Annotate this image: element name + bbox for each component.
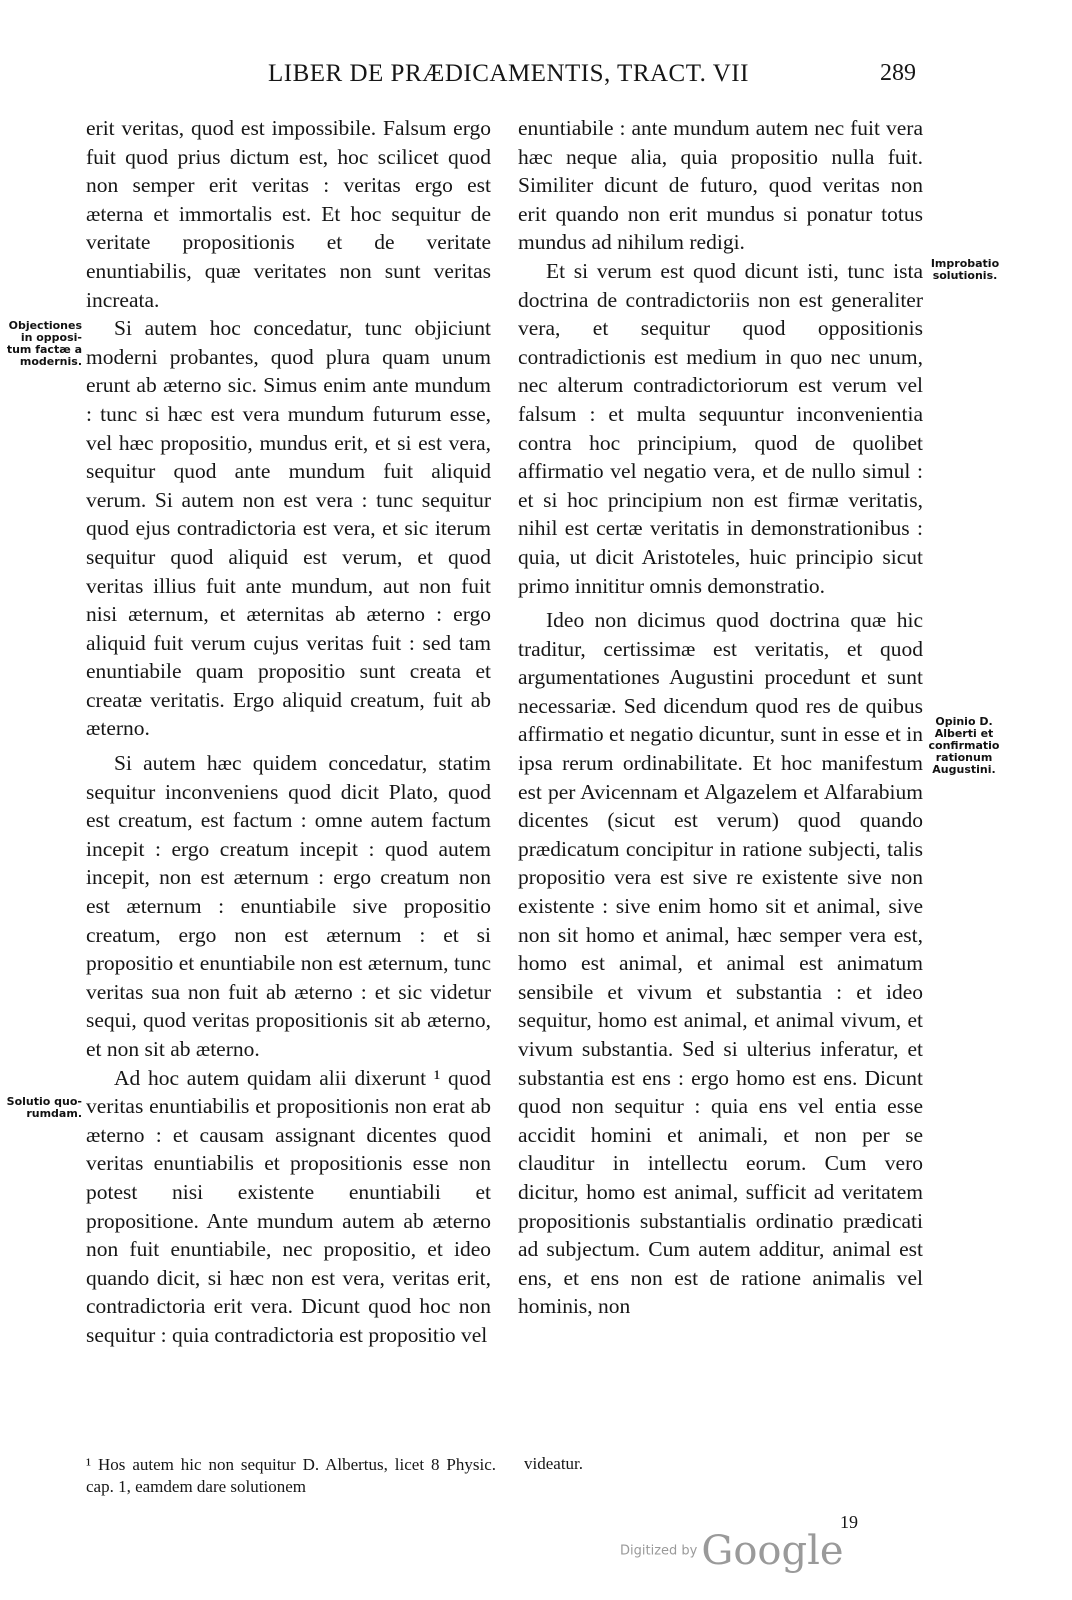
running-header	[0, 60, 1072, 100]
paragraph: Si autem hæc quidem concedatur, statim sequitur inconveniens quod dicit Plato, quod est creatum, est factum : omne autem factum incepit : ergo creatum incepit : quod autem incepit, non est æternum : ergo creatum non est æternum : enuntiabile sive propositio creatum, ergo non est æternum : et si propositio et enuntiabile non est æternum, tunc veritas sua non fuit ab æterno : et sic videtur sequi, quod veritas propositionis sit ab æterno, et non sit ab æterno.	[86, 751, 491, 1061]
paragraph: Ideo non dicimus quod doctrina quæ hic traditur, certissimæ est veritatis, et quod argumentationes Augustini procedunt et sunt necessariæ. Sed dicendum quod res de quibus affirmatio et negatio dicuntur, sunt in esse et in ipsa rerum ordinabilitate. Et hoc manifestum est per Avicennam et Algazelem et Alfarabium dicentes (sicut est verum) quod quando prædicatum concipitur in ratione subjecti, talis propositio vera est sive re existente sive non existente : sive enim homo sit et animal, sive non sit homo et animal, hæc semper vera est, homo est animal, et animal est animatum sensibile et vivum et substantia : et ideo sequitur, homo est animal, et animal vivum, et vivum substantia. Sed si ulterius inferatur, et substantia est ens : ergo homo est ens. Dicunt quod non sequitur : quia ens vel entia esse accidit homini et animali, et non per se clauditur in intellectu eorum. Cum vero dicitur, homo est animal, sufficit ad veritatem propositionis substantialis ordinatio prædicati ad subjectum. Cum autem additur, animal est ens, et ens non est de ratione animalis vel hominis, non	[518, 608, 923, 1319]
paragraph: Si autem hoc concedatur, tunc objiciunt moderni probantes, quod plura quam unum erunt ab æterno sic. Simus enim ante mundum : tunc si hæc est vera mundum futurum esse, vel hæc propositio, mundus erit, et si est vera, sequitur quod ante mundum fuit aliquid verum. Si autem non est vera : tunc sequitur quod ejus contradictoria est vera, et sic iterum sequitur quod aliquid est verum, et quod veritas illius fuit ante mundum, aut non fuit nisi æternum, et æternitas ab æterno : ergo aliquid fuit verum cujus veritas fuit : sed tam enuntiabile quam propositio sunt creata et creatæ veritatis. Ergo aliquid creatum, fuit ab æterno.	[86, 316, 491, 741]
left-column	[86, 114, 491, 1350]
margin-note-objectiones: Objectiones in opposi- tum factæ a modernis.	[6, 319, 82, 368]
google-logo: Google	[701, 1528, 844, 1574]
paragraph: erit veritas, quod est impossibile. Falsum ergo fuit quod prius dictum est, hoc scilicet quod non semper erit veritas : veritas ergo est æterna et immortalis est. Et hoc sequitur de veritate propositionis et de veritate enuntiabilis, quæ veritates non sunt veritas increata.	[86, 116, 491, 312]
signature-mark: 19	[840, 1512, 858, 1532]
running-title: LIBER DE PRÆDICAMENTIS, TRACT. VII	[268, 60, 749, 87]
right-column	[518, 114, 923, 1321]
margin-note-solutio: Solutio quo- rumdam.	[6, 1095, 82, 1120]
watermark-prefix: Digitized by	[620, 1543, 698, 1559]
digitization-watermark	[620, 1528, 844, 1574]
paragraph: enuntiabile : ante mundum autem nec fuit vera hæc neque alia, quia propositio nulla fuit. Similiter dicunt de futuro, quod veritas non erit quando non erit mundus si ponatur totus mundus ad nihilum redigi.	[518, 116, 923, 255]
paragraph: Et si verum est quod dicunt isti, tunc ista doctrina de contradictoriis non est generaliter vera, et sequitur quod oppositionis contradictionis est medium in quo nec unum, nec alterum contradictoriorum est verum vel falsum : et multa sequuntur inconvenientia contra hoc principium, quod de quolibet affirmatio vel negatio vera, et de nullo simul : et si hoc principium non est firmæ veritatis, nihil est certæ veritatis in demonstrationibus : quia, ut dicit Aristoteles, huic principio sicut primo innititur omnis demonstratio.	[518, 258, 923, 598]
paragraph: Ad hoc autem quidam alii dixerunt ¹ quod veritas enuntiabilis et propositionis non erat ab æterno : et causam assignant dicentes quod veritas enuntiabilis et propositionis esse non potest nisi existente enuntiabili et propositione. Ante mundum autem ab æterno non fuit enuntiabile, nec propositio, et ideo quando dicit, si hæc non est vera, veritas erit, contradictoria erit vera. Dicunt quod hoc non sequitur : quia contradictoria est propositio vel	[86, 1065, 491, 1347]
footnote: ¹ Hos autem hic non sequitur D. Albertus, licet 8 Physic. cap. 1, eamdem dare solutionem	[86, 1455, 496, 1496]
footnote-continuation: videatur.	[524, 1454, 584, 1473]
page-number: 289	[880, 60, 916, 86]
margin-note-improbatio: Improbatio solutionis.	[930, 257, 1000, 282]
margin-note-opinio: Opinio D. Alberti et confirmatio rationum Augustini.	[928, 715, 1000, 776]
